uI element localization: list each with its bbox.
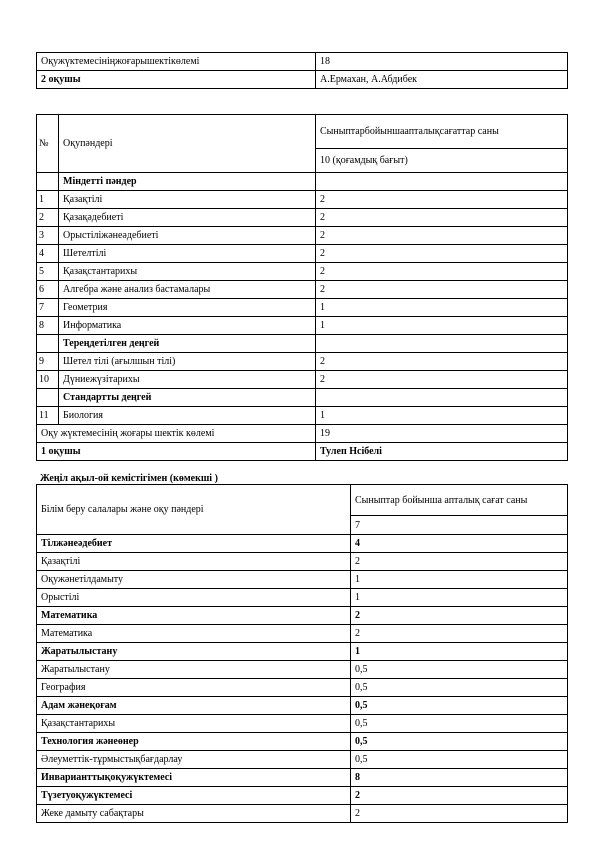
subject-row [37,281,568,299]
subject-row [37,589,568,607]
subject-number: 8 [37,317,59,335]
subject-hours: 2 [316,353,568,371]
subject-name: Информатика [59,317,316,335]
subject-hours: 2 [351,805,568,823]
area-hours: 1 [351,643,568,661]
section-label: Міндетті пәндер [59,173,316,191]
area-hours: 0,5 [351,733,568,751]
area-hours: 8 [351,769,568,787]
curriculum-header-row [37,115,568,149]
area-name: Инварианттықоқужүктемесі [37,769,351,787]
area-name: Математика [37,607,351,625]
subject-hours: 2 [316,227,568,245]
subject-name: Геометрия [59,299,316,317]
subject-row [37,191,568,209]
total-value: Тулеп Нсібелі [316,443,568,461]
subject-hours: 1 [351,589,568,607]
subject-name: Қазақтілі [59,191,316,209]
subject-name: Биология [59,407,316,425]
section-row [37,335,568,353]
subject-row [37,227,568,245]
section-number-empty [37,173,59,191]
subject-row [37,751,568,769]
section-number-empty [37,389,59,407]
subject-name: Дүниежүзітарихы [59,371,316,389]
subject-row [37,263,568,281]
subject-row [37,407,568,425]
subject-name: Орыстіліжәнеәдебиеті [59,227,316,245]
special-header-row [37,485,568,516]
subject-hours: 2 [316,281,568,299]
subject-row [37,661,568,679]
subject-hours: 0,5 [351,751,568,769]
area-row [37,535,568,553]
section-row [37,173,568,191]
subject-row [37,371,568,389]
curriculum-body [37,115,568,461]
load-summary-row [37,71,568,89]
section-label: Стандартты деңгей [59,389,316,407]
subject-hours: 2 [316,245,568,263]
subject-name: Қазақстантарихы [59,263,316,281]
area-name: Технология жәнеөнер [37,733,351,751]
section-row [37,389,568,407]
subject-hours: 1 [316,317,568,335]
subject-number: 5 [37,263,59,281]
subject-row [37,209,568,227]
section-number-empty [37,335,59,353]
load-summary-body [37,53,568,89]
subject-name: Жеке дамыту сабақтары [37,805,351,823]
subject-name: Математика [37,625,351,643]
subject-name: Әлеуметтік-тұрмыстықбағдарлау [37,751,351,769]
subject-row [37,625,568,643]
area-name: Адам жәнеқоғам [37,697,351,715]
subject-hours: 2 [351,625,568,643]
subject-number: 10 [37,371,59,389]
total-value: 19 [316,425,568,443]
total-label: Оқу жүктемесінің жоғары шектік көлемі [37,425,316,443]
subject-number: 11 [37,407,59,425]
subject-hours: 2 [316,263,568,281]
header-weekly-hours: Сыныптарбойыншаапталықсағаттар саны [316,115,568,149]
area-hours: 2 [351,787,568,805]
area-row [37,697,568,715]
subject-row [37,553,568,571]
subject-name: Оқужәнетілдамыту [37,571,351,589]
subject-hours: 2 [316,191,568,209]
area-row [37,787,568,805]
area-name: Түзетуоқужүктемесі [37,787,351,805]
section-hours-empty [316,389,568,407]
area-hours: 4 [351,535,568,553]
row-label: 2 оқушы [37,71,316,89]
subject-number: 4 [37,245,59,263]
section-hours-empty [316,335,568,353]
area-hours: 2 [351,607,568,625]
subject-row [37,715,568,733]
subject-name: Шетел тілі (ағылшын тілі) [59,353,316,371]
subject-name: Шетелтілі [59,245,316,263]
curriculum-table [36,114,568,461]
subject-row [37,245,568,263]
area-row [37,607,568,625]
subject-number: 3 [37,227,59,245]
subject-hours: 1 [316,299,568,317]
row-value: 18 [316,53,568,71]
subject-name: География [37,679,351,697]
load-summary-table [36,52,568,89]
total-row [37,425,568,443]
subject-number: 9 [37,353,59,371]
subject-row [37,679,568,697]
subject-name: Қазақтілі [37,553,351,571]
special-header-grade: 7 [351,516,568,535]
subject-row [37,317,568,335]
area-row [37,643,568,661]
area-row [37,769,568,787]
area-name: Тілжәнеәдебиет [37,535,351,553]
total-row [37,443,568,461]
row-label: Оқужүктемесініңжоғарышектікөлемі [37,53,316,71]
subject-number: 2 [37,209,59,227]
subject-row [37,353,568,371]
subject-name: Жаратылыстану [37,661,351,679]
subject-name: Қазақстантарихы [37,715,351,733]
subject-number: 6 [37,281,59,299]
header-number: № [37,115,59,173]
subject-row [37,571,568,589]
subject-hours: 0,5 [351,715,568,733]
section-label: Тереңдетілген деңгей [59,335,316,353]
special-curriculum-table [36,484,568,823]
area-hours: 0,5 [351,697,568,715]
subject-name: Алгебра және анализ бастамалары [59,281,316,299]
subject-hours: 0,5 [351,661,568,679]
row-value: А.Ермахан, А.Абдибек [316,71,568,89]
header-subjects: Оқупәндері [59,115,316,173]
special-header-subjects: Білім беру салалары және оқу пәндері [37,485,351,535]
subject-name: Қазақәдебиеті [59,209,316,227]
subject-number: 1 [37,191,59,209]
special-header-hours: Сыныптар бойынша апталық сағат саны [351,485,568,516]
subject-row [37,299,568,317]
special-curriculum-body [37,485,568,823]
area-name: Жаратылыстану [37,643,351,661]
subject-hours: 2 [316,371,568,389]
load-summary-row [37,53,568,71]
area-row [37,733,568,751]
header-grade: 10 (қоғамдық бағыт) [316,149,568,173]
section-title-special-needs: Жеңіл ақыл-ой кемістігімен (көмекші ) [40,473,218,484]
subject-name: Орыстілі [37,589,351,607]
subject-hours: 1 [351,571,568,589]
subject-hours: 2 [316,209,568,227]
subject-row [37,805,568,823]
section-hours-empty [316,173,568,191]
subject-number: 7 [37,299,59,317]
total-label: 1 оқушы [37,443,316,461]
subject-hours: 1 [316,407,568,425]
subject-hours: 2 [351,553,568,571]
subject-hours: 0,5 [351,679,568,697]
